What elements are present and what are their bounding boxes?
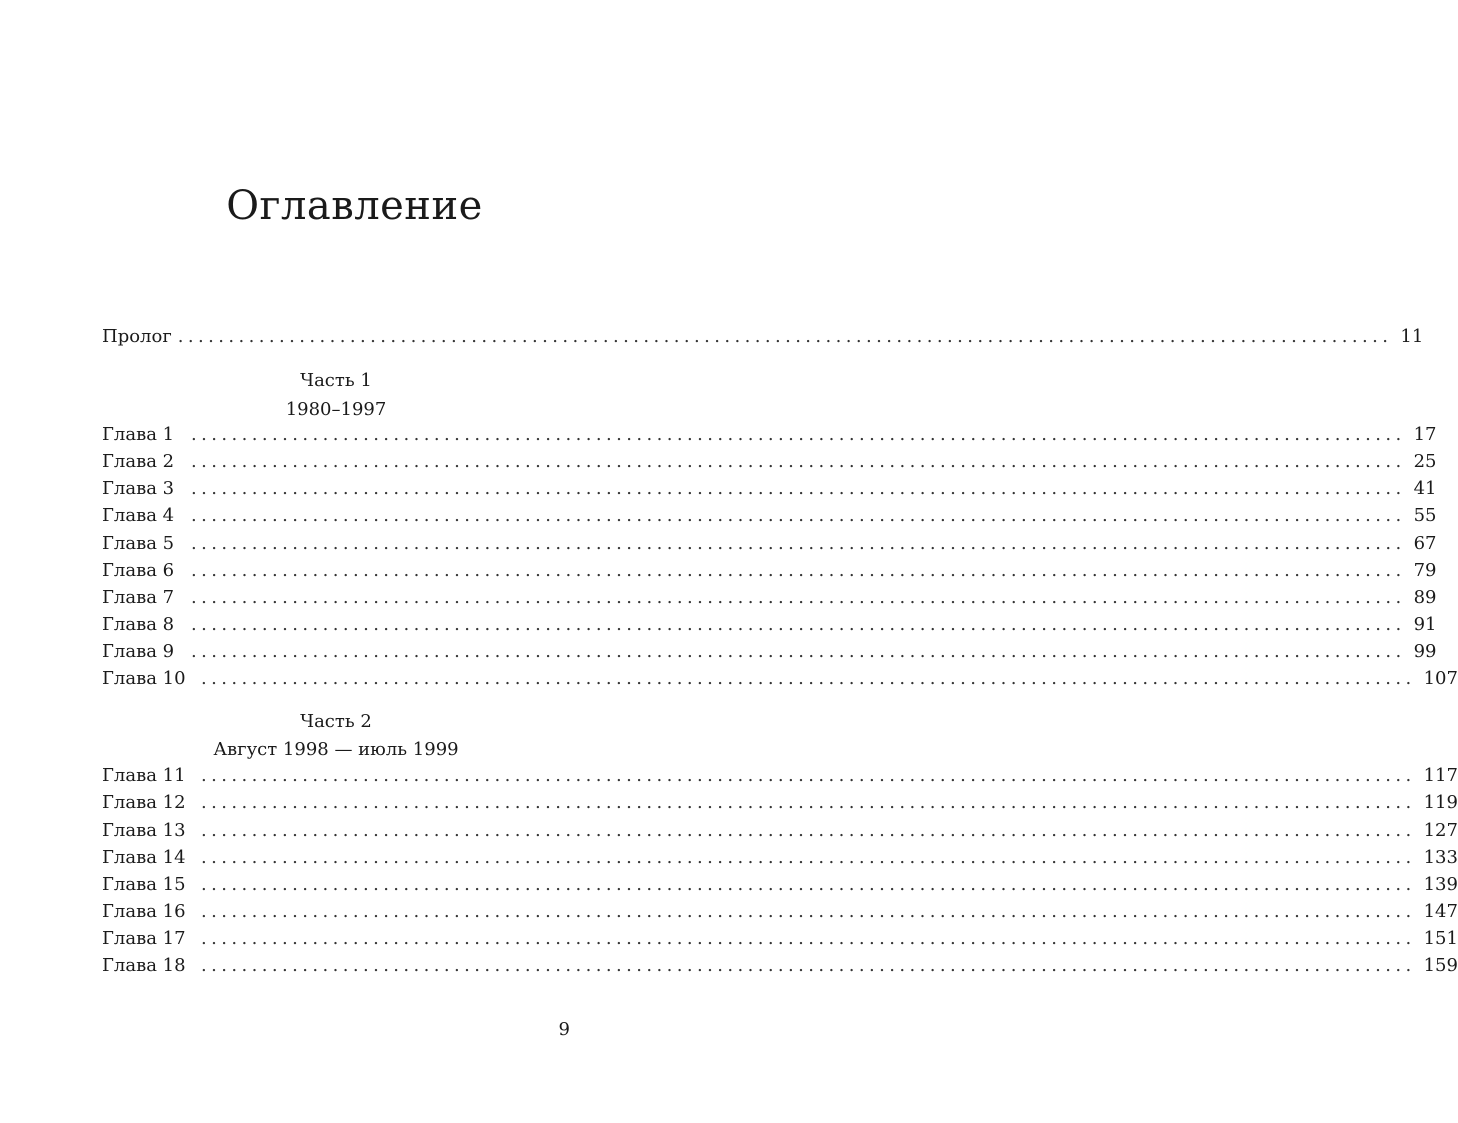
dot-leader: ........................................................................................................................ <box>201 874 1416 895</box>
toc-entry[interactable] <box>102 421 1437 448</box>
dot-leader: ........................................................................................................................ <box>201 765 1416 786</box>
toc-entry-page: 107 <box>1423 668 1458 689</box>
toc-entry-page: 55 <box>1413 505 1437 526</box>
toc-entry[interactable] <box>102 638 1437 665</box>
toc-entry-label: Глава 16 <box>102 901 186 922</box>
toc-entry-label: Глава 12 <box>102 792 186 813</box>
toc-entry-label: Глава 11 <box>102 765 186 786</box>
toc-entry-page: 91 <box>1413 614 1437 635</box>
toc-entry[interactable] <box>102 557 1437 584</box>
toc-entry-label: Глава 5 <box>102 533 175 554</box>
dot-leader: ........................................................................................................................ <box>191 641 1406 662</box>
toc-entry[interactable] <box>102 475 1437 502</box>
toc-entry-label: Глава 2 <box>102 451 175 472</box>
toc-entry-prologue[interactable] <box>102 323 1424 350</box>
toc-entry-page: 151 <box>1423 928 1458 949</box>
toc-entry-page: 25 <box>1413 451 1437 472</box>
toc-entry-label: Глава 14 <box>102 847 186 868</box>
dot-leader: ........................................................................................................................ <box>201 955 1416 976</box>
toc-entry[interactable] <box>102 844 1458 871</box>
toc-entry-label: Глава 1 <box>102 424 175 445</box>
toc-entry[interactable] <box>102 952 1458 979</box>
toc-entry-label: Глава 13 <box>102 820 186 841</box>
dot-leader: ........................................................................................................................ <box>201 847 1416 868</box>
toc-entry[interactable] <box>102 584 1437 611</box>
toc-entry[interactable] <box>102 817 1458 844</box>
dot-leader: ........................................................................................................................ <box>191 424 1406 445</box>
toc-entry[interactable] <box>102 898 1458 925</box>
toc-entry[interactable] <box>102 665 1458 692</box>
toc-entry-page: 119 <box>1423 792 1458 813</box>
dot-leader: ........................................................................................................................ <box>191 560 1406 581</box>
dot-leader: ........................................................................................................................ <box>201 820 1416 841</box>
toc-entry-page: 159 <box>1423 955 1458 976</box>
page-number: 9 <box>558 1019 570 1040</box>
toc-entry-page: 133 <box>1423 847 1458 868</box>
toc-entry-label: Глава 9 <box>102 641 175 662</box>
toc-entry[interactable] <box>102 530 1437 557</box>
part-2-heading: Часть 2 <box>300 711 372 732</box>
dot-leader: ........................................................................................................................ <box>191 478 1406 499</box>
toc-entry-page: 139 <box>1423 874 1458 895</box>
toc-entry-label: Глава 18 <box>102 955 186 976</box>
dot-leader: ........................................................................................................................ <box>201 901 1416 922</box>
dot-leader: ........................................................................................................................ <box>177 326 1393 347</box>
toc-entry-label: Глава 6 <box>102 560 175 581</box>
toc-entry[interactable] <box>102 502 1437 529</box>
toc-entry-page: 147 <box>1423 901 1458 922</box>
toc-entry[interactable] <box>102 871 1458 898</box>
toc-entry-label: Глава 8 <box>102 614 175 635</box>
toc-entry-page: 89 <box>1413 587 1437 608</box>
dot-leader: ........................................................................................................................ <box>201 928 1416 949</box>
dot-leader: ........................................................................................................................ <box>191 451 1406 472</box>
toc-entry-page: 11 <box>1400 326 1424 347</box>
toc-entry-label: Глава 3 <box>102 478 175 499</box>
part-1-heading: Часть 1 <box>300 370 372 391</box>
toc-entry-page: 67 <box>1413 533 1437 554</box>
toc-entry[interactable] <box>102 448 1437 475</box>
toc-entry-page: 79 <box>1413 560 1437 581</box>
toc-entry[interactable] <box>102 611 1437 638</box>
dot-leader: ........................................................................................................................ <box>191 614 1406 635</box>
toc-entry-label: Глава 15 <box>102 874 186 895</box>
toc-entry-label: Пролог <box>102 326 172 347</box>
dot-leader: ........................................................................................................................ <box>191 505 1406 526</box>
part-1-subheading: 1980–1997 <box>285 399 387 420</box>
dot-leader: ........................................................................................................................ <box>201 668 1416 689</box>
page-title: Оглавление <box>226 183 483 229</box>
dot-leader: ........................................................................................................................ <box>191 587 1406 608</box>
toc-entry-label: Глава 4 <box>102 505 175 526</box>
toc-entry[interactable] <box>102 925 1458 952</box>
toc-entry-page: 99 <box>1413 641 1437 662</box>
dot-leader: ........................................................................................................................ <box>191 533 1406 554</box>
toc-entry-page: 41 <box>1413 478 1437 499</box>
toc-entry[interactable] <box>102 789 1458 816</box>
toc-entry-page: 117 <box>1423 765 1458 786</box>
toc-entry-page: 17 <box>1413 424 1437 445</box>
toc-entry-label: Глава 17 <box>102 928 186 949</box>
toc-entry[interactable] <box>102 762 1458 789</box>
toc-entry-page: 127 <box>1423 820 1458 841</box>
toc-entry-label: Глава 10 <box>102 668 186 689</box>
dot-leader: ........................................................................................................................ <box>201 792 1416 813</box>
toc-entry-label: Глава 7 <box>102 587 175 608</box>
part-2-subheading: Август 1998 — июль 1999 <box>213 739 459 760</box>
